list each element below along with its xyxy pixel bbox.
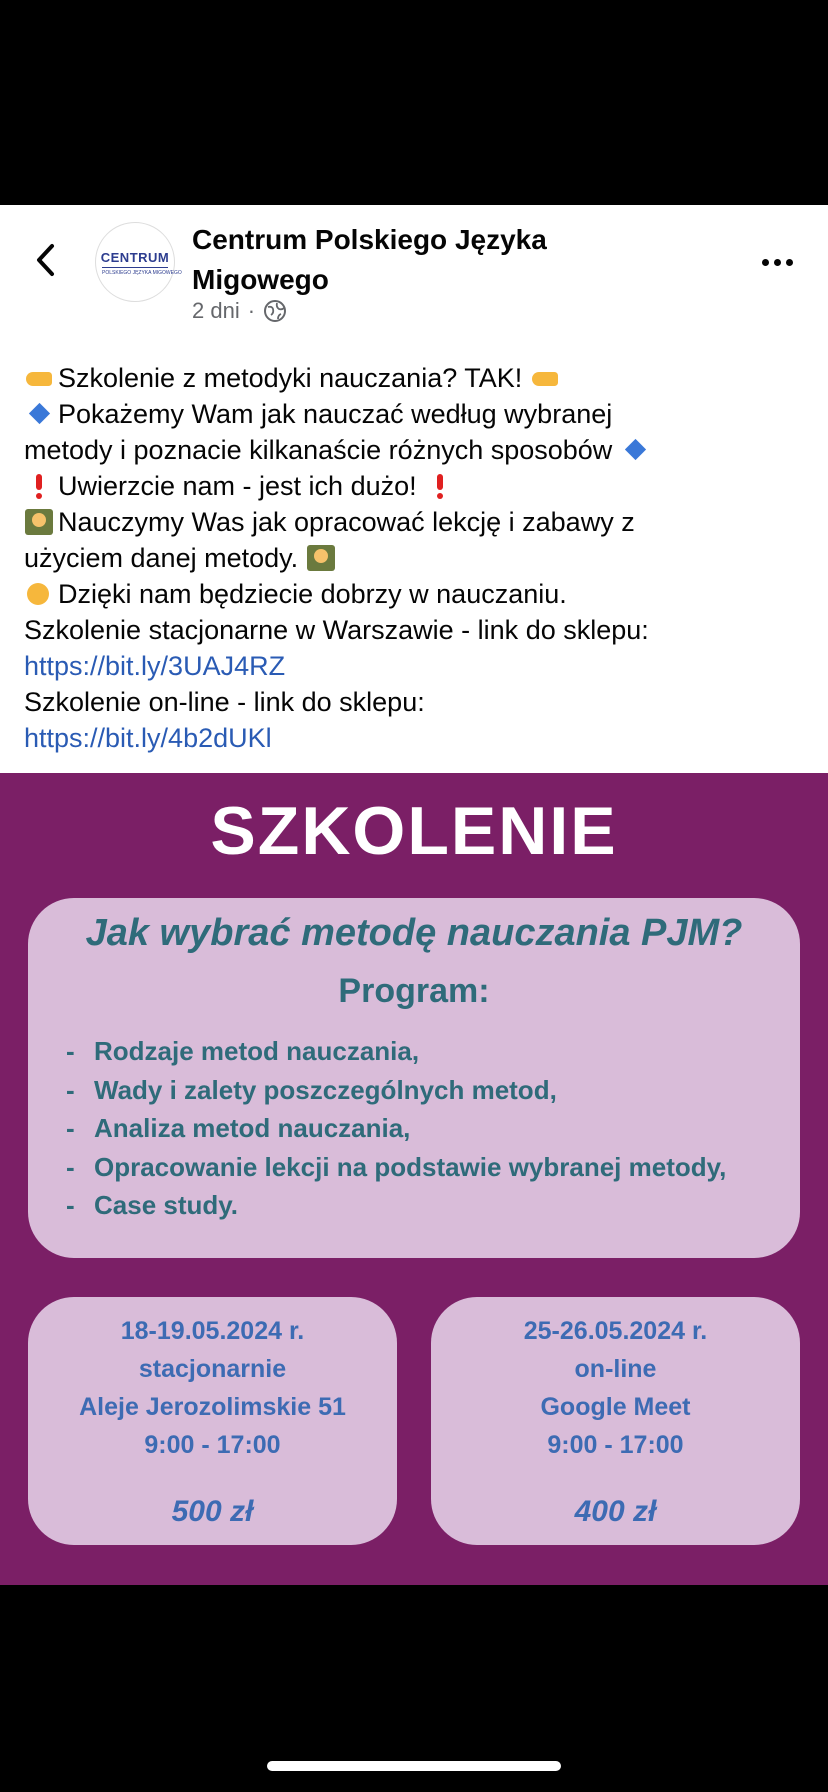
- post-line: [24, 576, 814, 612]
- post-meta: [192, 298, 287, 324]
- post-link[interactable]: https://bit.ly/4b2dUKl: [24, 723, 272, 753]
- offer-hours: 9:00 - 17:00: [144, 1431, 281, 1459]
- program-title: Program:: [338, 972, 490, 1010]
- post-line-text: Szkolenie stacjonarne w Warszawie - link do sklepu:: [24, 615, 649, 645]
- avatar[interactable]: [95, 222, 182, 302]
- offer-date: 18-19.05.2024 r.: [120, 1317, 305, 1345]
- program-item: - Rodzaje metod nauczania,: [66, 1032, 726, 1071]
- offer-hours: 9:00 - 17:00: [547, 1431, 684, 1459]
- offer-stationary: [28, 1297, 397, 1545]
- post-line: [24, 648, 814, 684]
- offer-date: 25-26.05.2024 r.: [523, 1317, 708, 1345]
- offer-place: Google Meet: [540, 1393, 691, 1421]
- red-exclamation-icon: [24, 473, 54, 499]
- post-line-text: użyciem danej metody.: [24, 543, 299, 573]
- post-link[interactable]: https://bit.ly/3UAJ4RZ: [24, 651, 286, 681]
- post-line-text: Uwierzcie nam - jest ich dużo!: [58, 471, 417, 501]
- more-icon[interactable]: [762, 252, 798, 272]
- teacher-icon: [306, 545, 336, 571]
- offer-mode: on-line: [574, 1355, 657, 1383]
- post-line: [24, 720, 814, 756]
- post-line: [24, 360, 814, 396]
- post-line: [24, 504, 814, 540]
- post-line: [24, 612, 814, 648]
- banner-title: SZKOLENIE: [210, 793, 618, 869]
- back-chevron-icon[interactable]: [30, 240, 64, 280]
- post-line-text: Nauczymy Was jak opracować lekcję i zabawy z: [58, 507, 635, 537]
- program-item: - Wady i zalety poszczególnych metod,: [66, 1071, 726, 1110]
- red-exclamation-icon: [425, 473, 455, 499]
- offer-price: 500 zł: [171, 1495, 254, 1528]
- backhand-index-pointing-left-icon: [530, 365, 560, 391]
- course-title: Jak wybrać metodę nauczania PJM?: [85, 912, 743, 954]
- ok-hand-icon: [24, 581, 54, 607]
- post-time[interactable]: 2 dni: [192, 298, 240, 323]
- page-name[interactable]: Centrum Polskiego Języka Migowego: [192, 224, 547, 295]
- post-line: [24, 684, 814, 720]
- program-item: - Opracowanie lekcji na podstawie wybranej metody,: [66, 1148, 726, 1187]
- program-list: [66, 1032, 726, 1225]
- backhand-index-pointing-right-icon: [24, 365, 54, 391]
- program-item: - Analiza metod nauczania,: [66, 1109, 726, 1148]
- post-line-text: Dzięki nam będziecie dobrzy w nauczaniu.: [58, 579, 567, 609]
- home-indicator[interactable]: [267, 1761, 561, 1771]
- post-line-text: Pokażemy Wam jak nauczać według wybranej: [58, 399, 613, 429]
- program-item: - Case study.: [66, 1186, 726, 1225]
- meta-separator: ·: [247, 298, 256, 323]
- post-line-text: Szkolenie on-line - link do sklepu:: [24, 687, 425, 717]
- offer-place: Aleje Jerozolimskie 51: [79, 1393, 346, 1421]
- post-line-text: metody i poznacie kilkanaście różnych sposobów: [24, 435, 613, 465]
- offer-mode: stacjonarnie: [138, 1355, 287, 1383]
- post-line: [24, 396, 814, 432]
- avatar-logo-sub: POLSKIEGO JĘZYKA MIGOWEGO: [102, 267, 168, 276]
- post-text: [24, 360, 814, 756]
- offer-online: [431, 1297, 800, 1545]
- large-blue-diamond-icon: [24, 401, 54, 427]
- post-line: [24, 468, 814, 504]
- globe-icon: [263, 299, 287, 323]
- post-line-text: Szkolenie z metodyki nauczania? TAK!: [58, 363, 523, 393]
- teacher-icon: [24, 509, 54, 535]
- post-line: [24, 432, 814, 468]
- offer-price: 400 zł: [574, 1495, 657, 1528]
- post-line: [24, 540, 814, 576]
- avatar-logo-main: CENTRUM: [100, 250, 170, 265]
- large-blue-diamond-icon: [620, 437, 650, 463]
